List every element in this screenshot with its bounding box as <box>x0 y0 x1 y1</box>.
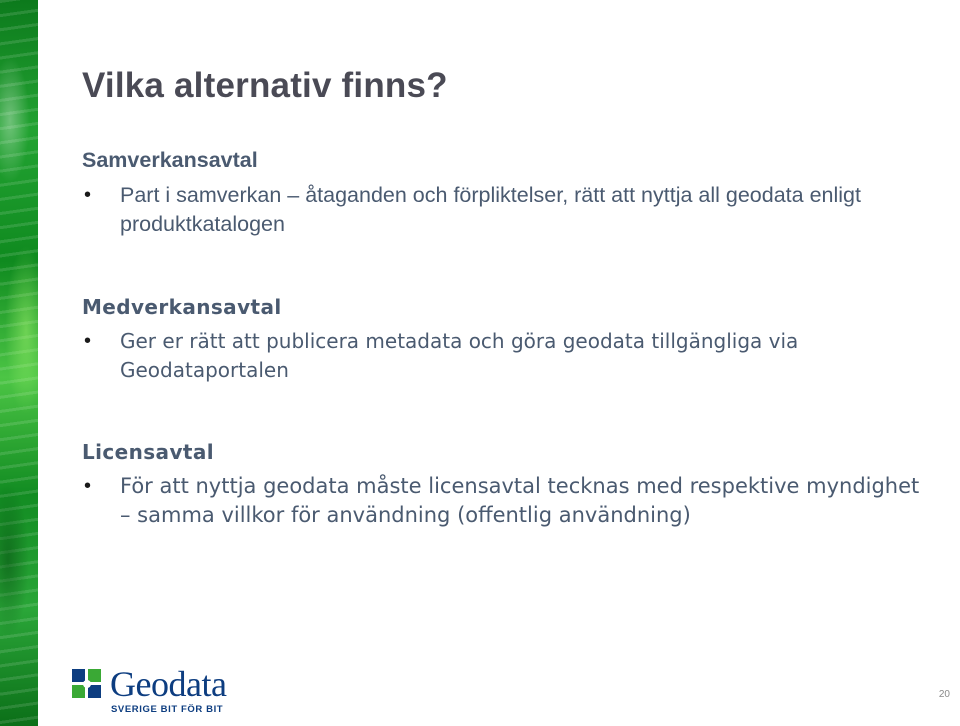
bullet-item <box>82 181 922 239</box>
geodata-logo <box>72 664 272 718</box>
section-medverkansavtal <box>82 295 922 385</box>
bullet-text: Part i samverkan – åtaganden och förpliktelser, rätt att nyttja all geodata enligt produktkatalogen <box>120 183 861 236</box>
geodata-puzzle-mark-icon <box>72 669 102 699</box>
bullet-text: För att nyttja geodata måste licensavtal tecknas med respektive myndighet – samma villkor för användning (offentlig användning) <box>120 474 920 527</box>
bullet-icon: • <box>84 330 92 352</box>
bullet-text: Ger er rätt att publicera metadata och göra geodata tillgängliga via Geodataportalen <box>120 329 799 382</box>
section-licensavtal <box>82 440 922 530</box>
section-heading: Licensavtal <box>82 440 215 464</box>
logo-tagline: SVERIGE BIT FÖR BIT <box>111 704 224 715</box>
page-number: 20 <box>938 689 950 700</box>
bullet-icon: • <box>84 184 92 206</box>
section-samverkansavtal <box>82 148 922 239</box>
section-heading: Samverkansavtal <box>82 148 258 172</box>
bullet-item <box>82 327 922 385</box>
logo-wordmark: Geodata <box>110 664 227 704</box>
section-heading: Medverkansavtal <box>82 295 282 319</box>
bullet-icon: • <box>84 475 92 497</box>
bullet-item <box>82 472 922 530</box>
green-side-band <box>0 0 38 726</box>
slide-title: Vilka alternativ finns? <box>82 66 448 105</box>
